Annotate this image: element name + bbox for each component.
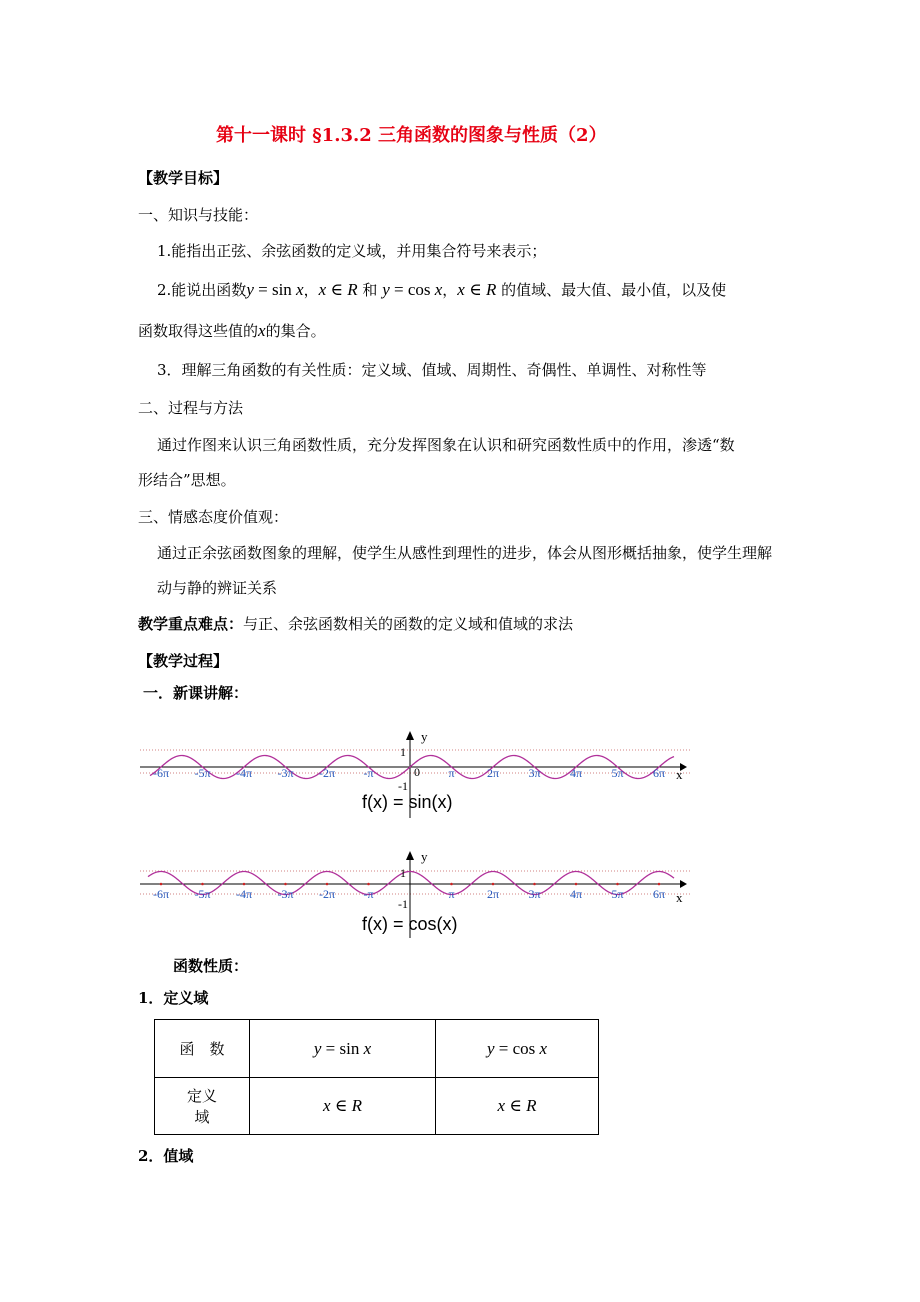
cosine-graph-tick-dot: [492, 883, 495, 886]
sine-graph-tick-label: 3π: [528, 766, 541, 780]
cosine-graph-x-arrow: [680, 880, 687, 888]
sine-graph-tick-label: -4π: [235, 766, 253, 780]
table-row: [155, 1078, 599, 1135]
sine-graph: [136, 726, 696, 826]
attitude-para-2: 动与静的辨证关系: [157, 579, 278, 597]
cosine-graph-neg-one-label: -1: [398, 897, 408, 911]
objective-item-1: 1.能指出正弦、余弦函数的定义域，并用集合符号来表示；: [157, 242, 547, 260]
cosine-graph-tick-label: -2π: [318, 887, 336, 901]
cosine-graph-tick-label: -4π: [235, 887, 253, 901]
cosine-graph-tick-dot: [658, 883, 661, 886]
table-cell-sin: y = sin x: [250, 1020, 436, 1078]
sine-graph-tick-label: 2π: [486, 766, 500, 780]
table-cell-cos-domain: x ∈ R: [436, 1078, 599, 1135]
sine-graph-tick-label: 4π: [569, 766, 583, 780]
range-heading: 2．值域: [138, 1147, 194, 1165]
process-method-heading: 二、过程与方法: [138, 399, 244, 417]
sine-graph-tick-label: -6π: [152, 766, 170, 780]
table-header-function: 函 数: [155, 1020, 250, 1078]
domain-table: [154, 1019, 599, 1135]
sine-graph-tick-label: π: [448, 766, 455, 780]
table-cell-sin-domain: x ∈ R: [250, 1078, 436, 1135]
cosine-graph-tick-dot: [533, 883, 536, 886]
sine-function-label: f(x) = sin(x): [362, 792, 453, 812]
cosine-graph-tick-label: 5π: [611, 887, 624, 901]
attitude-heading: 三、情感态度价值观：: [138, 508, 289, 526]
cosine-graph-tick-dot: [160, 883, 163, 886]
domain-heading: 1．定义域: [138, 989, 209, 1007]
cosine-graph-x-label: x: [676, 890, 683, 905]
function-properties-label: 函数性质：: [173, 957, 249, 975]
cosine-graph-y-label: y: [421, 849, 428, 864]
sine-graph-tick-label: -3π: [277, 766, 294, 780]
cosine-graph-tick-label: 4π: [569, 887, 583, 901]
cosine-graph-tick-dot: [450, 883, 453, 886]
sine-graph-one-label: 1: [400, 745, 406, 759]
objective-item-2: 2.能说出函数y = sin x，x ∈ R 和 y = cos x，x ∈ R 的值域、最大值、最小值，以及使: [157, 280, 727, 299]
cosine-graph-tick-label: -π: [363, 887, 374, 901]
cosine-graph-y-arrow: [406, 851, 414, 860]
cosine-graph-tick-dot: [284, 883, 287, 886]
cosine-graph-tick-dot: [201, 883, 204, 886]
objective-item-3: 3．理解三角函数的有关性质：定义域、值域、周期性、奇偶性、单调性、对称性等: [157, 361, 707, 379]
process-method-para-1: 通过作图来认识三角函数性质，充分发挥图象在认识和研究函数性质中的作用，渗透“数: [157, 436, 735, 454]
cosine-graph-tick-dot: [367, 883, 370, 886]
table-row: [155, 1020, 599, 1078]
objectives-heading: 【教学目标】: [138, 169, 229, 187]
cosine-graph-tick-label: -3π: [277, 887, 294, 901]
sine-graph-tick-label: -5π: [194, 766, 211, 780]
process-method-para-2: 形结合”思想。: [138, 471, 236, 489]
sine-graph-y-arrow: [406, 731, 414, 740]
sine-graph-tick-label: 5π: [611, 766, 624, 780]
cosine-graph-tick-label: 3π: [528, 887, 541, 901]
process-heading: 【教学过程】: [138, 652, 229, 670]
sine-graph-neg-one-label: -1: [398, 779, 408, 793]
sine-graph-y-label: y: [421, 729, 428, 744]
sine-graph-tick-label: 6π: [652, 766, 666, 780]
cosine-graph-tick-dot: [326, 883, 329, 886]
sine-graph-x-label: x: [676, 767, 683, 782]
cosine-curve: [148, 872, 674, 895]
cosine-graph-tick-label: π: [448, 887, 455, 901]
key-points: 教学重点难点：与正、余弦函数相关的函数的定义域和值域的求法: [138, 615, 574, 633]
attitude-para-1: 通过正余弦函数图象的理解，使学生从感性到理性的进步，体会从图形概括抽象，使学生理解: [157, 544, 773, 562]
cosine-graph-tick-label: 2π: [486, 887, 500, 901]
cosine-graph-tick-label: -6π: [152, 887, 170, 901]
sine-graph-origin-label: 0: [414, 765, 420, 779]
cosine-graph: [136, 846, 696, 946]
cosine-graph-tick-dot: [616, 883, 619, 886]
new-lesson-heading: 一．新课讲解：: [143, 684, 249, 702]
knowledge-skills-heading: 一、知识与技能：: [138, 206, 259, 224]
cosine-graph-one-label: 1: [400, 866, 406, 880]
cosine-graph-tick-label: -5π: [194, 887, 211, 901]
cosine-graph-tick-dot: [243, 883, 246, 886]
page-title: 第十一课时 §1.3.2 三角函数的图象与性质（2）: [216, 125, 607, 146]
sine-graph-tick-label: -2π: [318, 766, 336, 780]
cosine-function-label: f(x) = cos(x): [362, 914, 458, 934]
cosine-graph-tick-dot: [575, 883, 578, 886]
sine-graph-tick-label: -π: [363, 766, 374, 780]
table-cell-cos: y = cos x: [436, 1020, 599, 1078]
table-header-domain: 定义 域: [155, 1078, 250, 1135]
objective-item-2-cont: 函数取得这些值的x的集合。: [138, 321, 326, 340]
cosine-graph-tick-label: 6π: [652, 887, 666, 901]
